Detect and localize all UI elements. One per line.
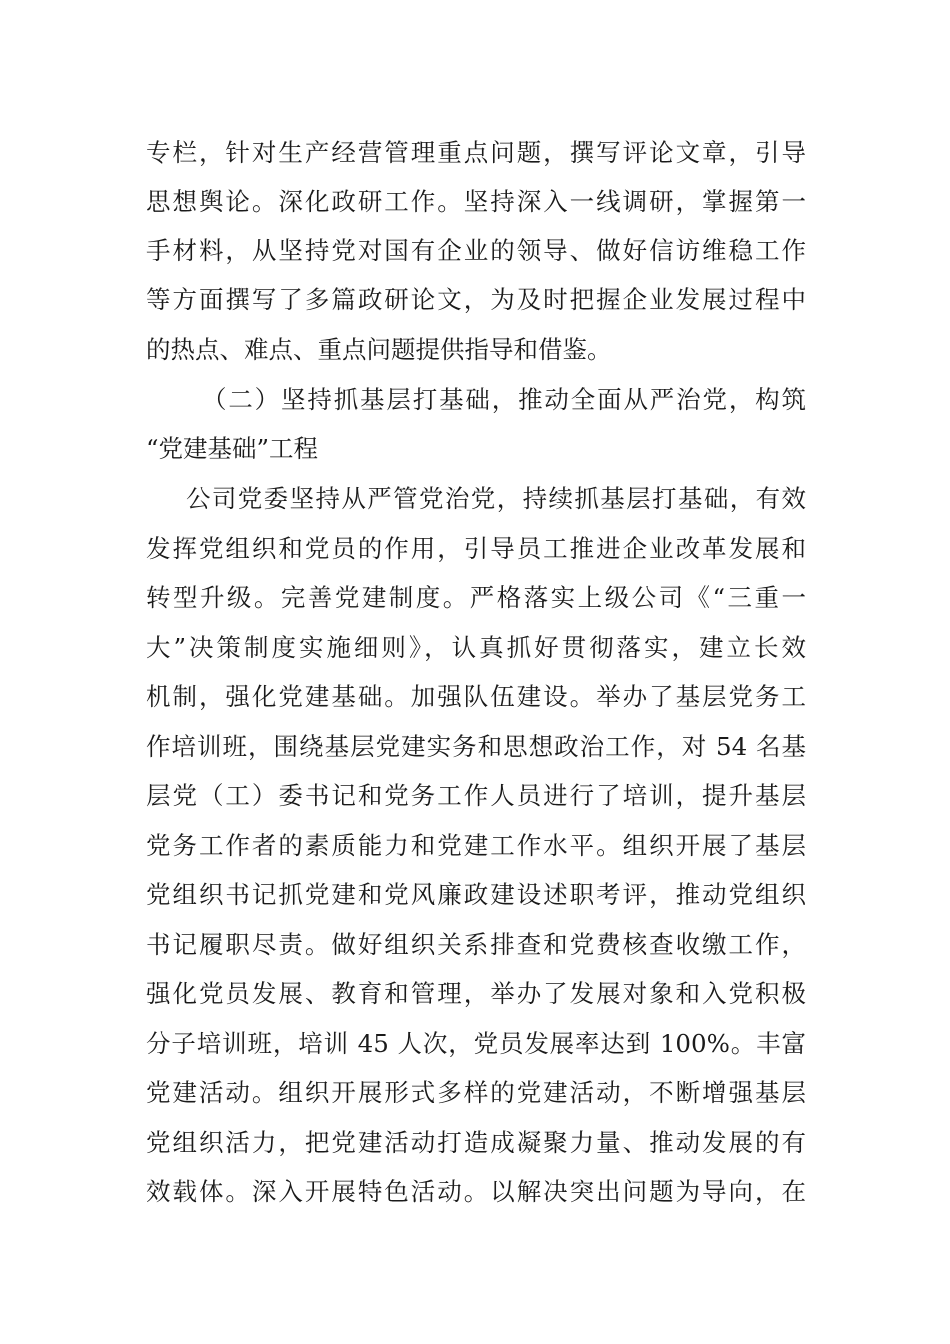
text-line: 专栏，针对生产经营管理重点问题，撰写评论文章，引导 — [146, 138, 806, 167]
text-line: 手材料，从坚持党对国有企业的领导、做好信访维稳工作 — [146, 236, 806, 265]
section-heading: （二）坚持抓基层打基础，推动全面从严治党，构筑 — [202, 385, 806, 414]
text-line: 党建活动。组织开展形式多样的党建活动，不断增强基层 — [146, 1078, 806, 1107]
text-line: 作培训班，围绕基层党建实务和思想政治工作，对 54 名基 — [146, 732, 806, 761]
text-line: 书记履职尽责。做好组织关系排查和党费核查收缴工作， — [146, 930, 806, 959]
text-line: 的热点、难点、重点问题提供指导和借鉴。 — [146, 335, 612, 364]
text-line: 分子培训班，培训 45 人次，党员发展率达到 100%。丰富 — [146, 1029, 806, 1058]
text-line: 党务工作者的素质能力和党建工作水平。组织开展了基层 — [146, 831, 806, 860]
text-line: 公司党委坚持从严管党治党，持续抓基层打基础，有效 — [186, 484, 806, 513]
text-line: 等方面撰写了多篇政研论文，为及时把握企业发展过程中 — [146, 285, 806, 314]
text-line: 层党（工）委书记和党务工作人员进行了培训，提升基层 — [146, 781, 806, 810]
text-line: 效载体。深入开展特色活动。以解决突出问题为导向，在 — [146, 1177, 806, 1206]
text-line: 转型升级。完善党建制度。严格落实上级公司《“三重一 — [146, 583, 806, 612]
text-line: 大”决策制度实施细则》，认真抓好贯彻落实，建立长效 — [146, 633, 806, 662]
text-line: 机制，强化党建基础。加强队伍建设。举办了基层党务工 — [146, 682, 806, 711]
text-line: 党组织书记抓党建和党风廉政建设述职考评，推动党组织 — [146, 880, 806, 909]
text-line: 发挥党组织和党员的作用，引导员工推进企业改革发展和 — [146, 534, 806, 563]
text-line: 思想舆论。深化政研工作。坚持深入一线调研，掌握第一 — [146, 187, 806, 216]
text-line: 强化党员发展、教育和管理，举办了发展对象和入党积极 — [146, 979, 806, 1008]
section-heading-cont: “党建基础”工程 — [146, 434, 319, 463]
text-line: 党组织活力，把党建活动打造成凝聚力量、推动发展的有 — [146, 1128, 806, 1157]
